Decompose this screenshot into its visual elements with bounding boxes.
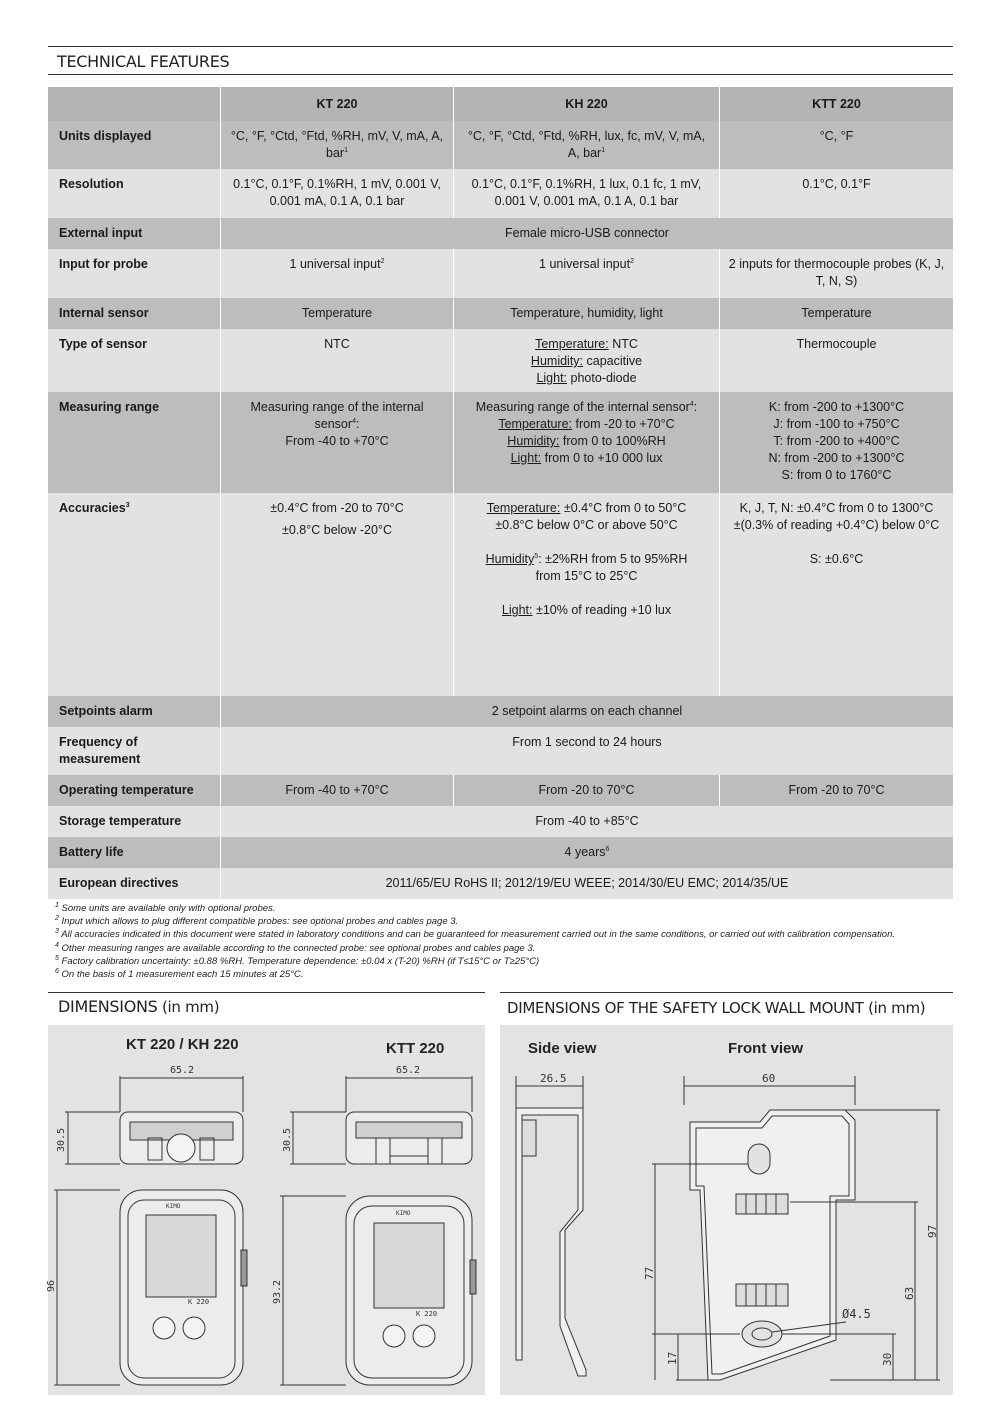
punct: : xyxy=(355,417,360,431)
cell-value: From -20 to 70°C xyxy=(788,783,885,797)
punct: : xyxy=(693,400,698,414)
kt-height-dim: 96 xyxy=(46,1279,57,1292)
row-measuring-range xyxy=(48,392,953,493)
dim-17: 17 xyxy=(666,1351,679,1365)
cell-value: N: from -200 to +1300°C xyxy=(768,451,905,465)
row-label: Storage temperature xyxy=(59,814,182,828)
sub-label: Humidity xyxy=(485,552,535,566)
footnote-ref: 6 xyxy=(605,845,610,853)
ktt-label: KTT 220 xyxy=(386,1040,445,1057)
dim-97: 97 xyxy=(926,1224,939,1238)
cell-value: K: from -200 to +1300°C xyxy=(768,400,905,414)
cell-value: NTC xyxy=(324,337,350,351)
sub-label: Temperature: xyxy=(535,337,609,351)
footnote-5: $^5$ Factory calibration uncertainty: ±0.88 %RH. Temperature dependence: ±0.04 x (T-20) %RH (if T≤15°C or T≥25°C) xyxy=(55,954,540,967)
ktt-brand-logo: KIMO xyxy=(396,1210,411,1217)
cell-value: Temperature xyxy=(801,306,872,320)
kt-top-height-dim: 30.5 xyxy=(56,1127,67,1152)
row-label: Operating temperature xyxy=(59,783,194,797)
front-width-dim: 60 xyxy=(762,1072,776,1085)
wall-mount-title: DIMENSIONS OF THE SAFETY LOCK WALL MOUNT (in mm) xyxy=(507,999,926,1017)
cell-value: NTC xyxy=(608,337,638,351)
cell-value: 4 years xyxy=(564,845,606,859)
row-external-input xyxy=(48,218,953,249)
sub-label: Temperature: xyxy=(486,501,561,515)
specifications-table xyxy=(48,87,953,899)
cell-value: T: from -200 to +400°C xyxy=(773,434,900,448)
cell-value: From -20 to 70°C xyxy=(538,783,635,797)
row-frequency xyxy=(48,727,953,775)
cell-value: from 0 to +10 000 lux xyxy=(541,451,663,465)
row-label: External input xyxy=(59,226,143,240)
footnote-2: $^2$ Input which allows to plug different compatible probes: see optional probes and cables page 3. xyxy=(55,915,459,928)
row-internal-sensor xyxy=(48,298,953,329)
footnote-ref: 4 xyxy=(689,400,694,408)
header-corner xyxy=(48,87,221,121)
footnote-1: $^1$ Some units are available only with optional probes. xyxy=(55,901,276,914)
cell-value: 2 setpoint alarms on each channel xyxy=(491,704,683,718)
cell-value: from -20 to +70°C xyxy=(572,417,675,431)
row-label: European directives xyxy=(59,876,179,890)
sub-label: Humidity: xyxy=(530,354,584,368)
row-label: Measuring range xyxy=(59,400,160,414)
cell-value: 0.1°C, 0.1°F, 0.1%RH, 1 mV, 0.001 V, 0.001 mA, 0.1 A, 0.1 bar xyxy=(233,177,441,208)
footnotes xyxy=(55,902,945,981)
row-storage-temperature xyxy=(48,806,953,837)
cell-value: K, J, T, N: ±0.4°C from 0 to 1300°C xyxy=(739,501,934,515)
kt-width-dim: 65.2 xyxy=(170,1065,195,1076)
hole-diameter-dim: Ø4.5 xyxy=(842,1307,871,1321)
cell-value: 0.1°C, 0.1°F xyxy=(802,177,871,191)
cell-value: J: from -100 to +750°C xyxy=(773,417,900,431)
wall-mount-drawing xyxy=(500,1060,953,1395)
cell-value: From -40 to +85°C xyxy=(535,814,639,828)
row-resolution xyxy=(48,169,953,218)
footnote-ref: 3 xyxy=(125,501,130,509)
cell-value: From -40 to +70°C xyxy=(285,783,389,797)
wall-mount-rule xyxy=(500,992,953,993)
side-width-dim: 26.5 xyxy=(540,1072,567,1085)
table-header-row xyxy=(48,87,953,121)
kt-kh-label: KT 220 / KH 220 xyxy=(126,1036,239,1053)
ktt-width-dim: 65.2 xyxy=(396,1065,421,1076)
row-units-displayed xyxy=(48,121,953,169)
cell-value: from 0 to 100%RH xyxy=(559,434,666,448)
kt-model-text: K 220 xyxy=(188,1298,210,1306)
row-input-for-probe xyxy=(48,249,953,298)
dim-77: 77 xyxy=(643,1266,656,1280)
kt-brand-logo: KIMO xyxy=(166,1203,181,1210)
row-label: Units displayed xyxy=(59,129,152,143)
cell-value: Temperature xyxy=(301,306,373,320)
footnote-6: $^6$ On the basis of 1 measurement each 15 minutes at 25°C. xyxy=(55,967,304,981)
cell-value: ±0.4°C from -20 to 70°C xyxy=(270,501,404,515)
footnote-ref: 2 xyxy=(380,257,385,265)
cell-value: Measuring range of the internal sensor xyxy=(475,400,690,414)
sub-label: Temperature: xyxy=(498,417,573,431)
cell-value: °C, °F, °Ctd, °Ftd, %RH, lux, fc, mV, V, mA, A, bar xyxy=(467,129,706,160)
technical-features-title: TECHNICAL FEATURES xyxy=(57,52,230,71)
sub-label: Humidity: xyxy=(507,434,560,448)
row-type-of-sensor xyxy=(48,329,953,392)
cell-value: °C, °F xyxy=(819,129,854,143)
row-operating-temperature xyxy=(48,775,953,806)
cell-value: S: from 0 to 1760°C xyxy=(781,468,892,482)
footnote-ref: 4 xyxy=(352,417,356,425)
dimensions-drawing xyxy=(48,1060,485,1395)
cell-value: capacitive xyxy=(583,354,643,368)
cell-value: ±0.4°C from 0 to 50°C xyxy=(560,501,687,515)
dim-30: 30 xyxy=(881,1352,894,1366)
cell-value: °C, °F, °Ctd, °Ftd, %RH, mV, V, mA, A, bar xyxy=(230,129,444,160)
dim-63: 63 xyxy=(903,1286,916,1300)
footnote-3: $^3$ All accuracies indicated in this document were stated in laboratory conditions and can be guaranteed for measurement carried out in the same conditions, or carried out with calibration compensation. xyxy=(55,928,896,941)
column-header-ktt220: KTT 220 xyxy=(720,87,954,121)
cell-value: ±10% of reading +10 lux xyxy=(532,603,672,617)
cell-value: From 1 second to 24 hours xyxy=(512,735,662,749)
row-european-directives xyxy=(48,868,953,899)
cell-value: 2 inputs for thermocouple probes (K, J, T, N, S) xyxy=(728,257,945,288)
cell-value: Temperature, humidity, light xyxy=(510,306,663,320)
ktt-height-dim: 93.2 xyxy=(272,1279,283,1304)
cell-value: 1 universal input xyxy=(289,257,381,271)
punct: : xyxy=(538,552,542,566)
row-label: Type of sensor xyxy=(59,337,147,351)
sub-label: Light: xyxy=(536,371,568,385)
footnote-ref: 1 xyxy=(601,146,606,154)
cell-value: S: ±0.6°C xyxy=(809,552,864,566)
dimensions-title: DIMENSIONS (in mm) xyxy=(58,997,220,1016)
footnote-ref: 1 xyxy=(344,146,348,154)
footnote-ref: 2 xyxy=(630,257,634,265)
cell-value: from 15°C to 25°C xyxy=(535,569,638,583)
cell-value: 0.1°C, 0.1°F, 0.1%RH, 1 lux, 0.1 fc, 1 mV, 0.001 V, 0.001 mA, 0.1 A, 0.1 bar xyxy=(471,177,702,208)
cell-value: Measuring range of the internal sensor xyxy=(250,400,424,431)
cell-value: Female micro-USB connector xyxy=(505,226,669,240)
ktt-top-height-dim: 30.5 xyxy=(282,1127,293,1152)
footnote-4: $^4$ Other measuring ranges are available according to the connected probe: see optional probes and cables page 3. xyxy=(55,941,536,954)
row-label: Accuracies xyxy=(59,501,126,515)
sub-label: Light: xyxy=(510,451,542,465)
dimensions-rule xyxy=(48,992,485,993)
row-label: Setpoints alarm xyxy=(59,704,153,718)
row-label: Battery life xyxy=(59,845,124,859)
column-header-kt220: KT 220 xyxy=(221,87,454,121)
top-rule xyxy=(48,46,953,47)
row-battery-life xyxy=(48,837,953,868)
cell-value: 1 universal input xyxy=(539,257,631,271)
row-label: Resolution xyxy=(59,177,124,191)
row-label: measurement xyxy=(59,752,141,766)
side-view-label: Side view xyxy=(528,1040,597,1057)
cell-value: 2011/65/EU RoHS II; 2012/19/EU WEEE; 2014/30/EU EMC; 2014/35/UE xyxy=(385,876,789,890)
front-view-label: Front view xyxy=(728,1040,804,1057)
row-setpoints-alarm xyxy=(48,696,953,727)
title-rule xyxy=(48,74,953,75)
row-label: Internal sensor xyxy=(59,306,149,320)
cell-value: ±(0.3% of reading +0.4°C) below 0°C xyxy=(733,518,940,532)
cell-value: Thermocouple xyxy=(796,337,877,351)
cell-value: photo-diode xyxy=(567,371,637,385)
cell-value: From -40 to +70°C xyxy=(285,434,389,448)
cell-value: ±0.8°C below -20°C xyxy=(282,523,392,537)
footnote-ref: 5 xyxy=(534,552,539,560)
cell-value: ±2%RH from 5 to 95%RH xyxy=(541,552,688,566)
ktt-model-text: K 220 xyxy=(416,1310,438,1318)
row-label: Input for probe xyxy=(59,257,148,271)
column-header-kh220: KH 220 xyxy=(454,87,720,121)
sub-label: Light: xyxy=(501,603,533,617)
row-label: Frequency of xyxy=(59,735,138,749)
cell-value: ±0.8°C below 0°C or above 50°C xyxy=(495,518,678,532)
row-accuracies xyxy=(48,493,953,696)
